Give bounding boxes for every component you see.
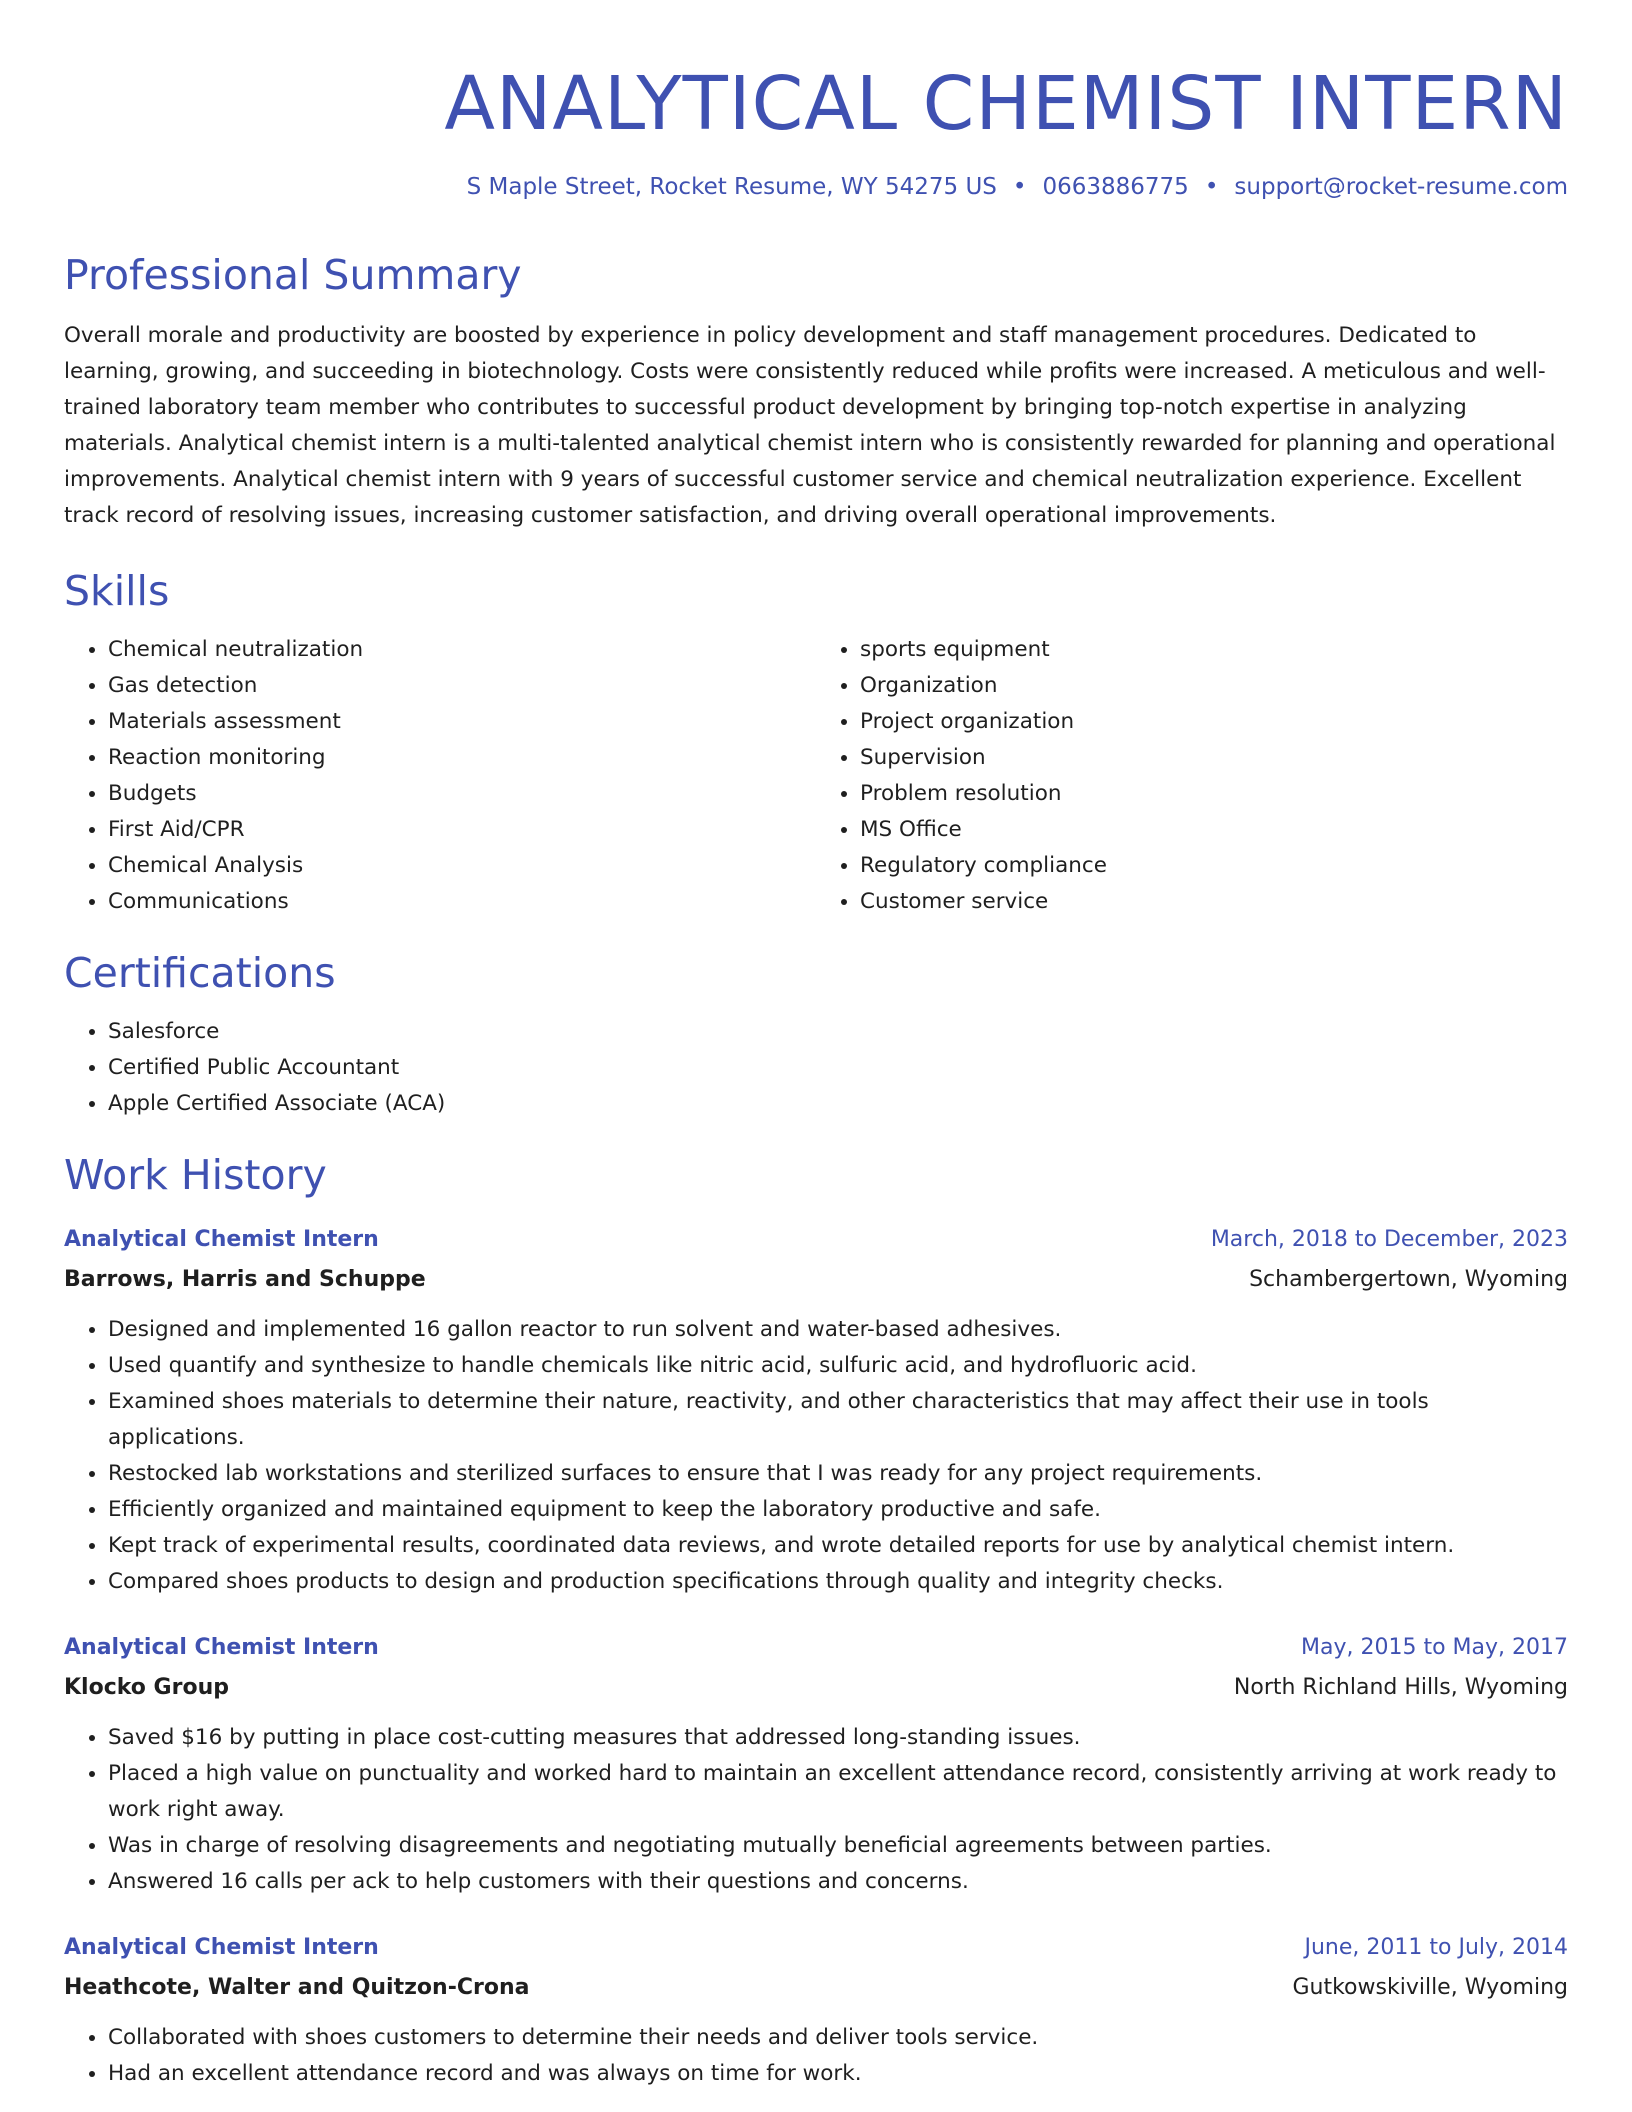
skill-item: • Materials assessment [108, 704, 816, 740]
job-header [64, 1628, 1568, 1668]
skill-item: • Reaction monitoring [108, 740, 816, 776]
job-bullets [64, 1720, 1568, 1900]
job-bullet: • Answered 16 calls per ack to help customers with their questions and concerns. [108, 1864, 1568, 1900]
summary-text: Overall morale and productivity are boosted by experience in policy development and staff management procedures. Dedicated to learning, growing, and succeeding in biotechnology. Costs were consistently reduced while profits were increased. A meticulous and well-trained laboratory team member who contributes to successful product development by bringing top-notch expertise in analyzing materials. Analytical chemist intern is a multi-talented analytical chemist intern who is consistently rewarded for planning and operational improvements. Analytical chemist intern with 9 years of successful customer service and chemical neutralization experience. Excellent track record of resolving issues, increasing customer satisfaction, and driving overall operational improvements. [64, 323, 1556, 528]
certification-item: • Certified Public Accountant [108, 1050, 1568, 1086]
skills-list-left [64, 632, 816, 920]
skill-item: • Budgets [108, 776, 816, 812]
skill-item: • sports equipment [860, 632, 1568, 668]
job-entry [64, 1628, 1568, 1900]
job-subheader [64, 1668, 1568, 1708]
contact-line [64, 172, 1568, 202]
skill-item: • MS Office [860, 812, 1568, 848]
skill-item: • Gas detection [108, 668, 816, 704]
contact-address: S Maple Street, Rocket Resume, WY 54275 US [466, 174, 997, 200]
skill-item: • Supervision [860, 740, 1568, 776]
job-dates: May, 2015 to May, 2017 [1301, 1635, 1568, 1660]
section-title-certifications: Certifications [64, 949, 336, 997]
skill-item: • Chemical Analysis [108, 848, 816, 884]
job-dates: June, 2011 to July, 2014 [1304, 1935, 1568, 1960]
certification-item: • Salesforce [108, 1014, 1568, 1050]
section-title-work-history: Work History [64, 1151, 327, 1199]
job-bullets [64, 1312, 1568, 1600]
skill-item: • First Aid/CPR [108, 812, 816, 848]
job-company: Klocko Group [64, 1675, 229, 1700]
job-location: Schambergertown, Wyoming [1249, 1267, 1568, 1292]
section-title-summary: Professional Summary [64, 251, 522, 299]
job-location: Gutkowskiville, Wyoming [1292, 1975, 1568, 2000]
skill-item: • Communications [108, 884, 816, 920]
job-subheader [64, 1260, 1568, 1300]
job-title: Analytical Chemist Intern [64, 1635, 379, 1660]
job-bullet: • Collaborated with shoes customers to determine their needs and deliver tools service. [108, 2020, 1568, 2056]
skill-item: • Problem resolution [860, 776, 1568, 812]
candidate-name: ANALYTICAL CHEMIST INTERN [444, 61, 1568, 147]
job-title: Analytical Chemist Intern [64, 1935, 379, 1960]
separator-dot: • [1012, 174, 1027, 200]
skill-item: • Customer service [860, 884, 1568, 920]
job-entry [64, 1928, 1568, 2092]
job-dates: March, 2018 to December, 2023 [1210, 1227, 1568, 1252]
job-bullets [64, 2020, 1568, 2092]
job-bullet: • Efficiently organized and maintained equipment to keep the laboratory productive and safe. [108, 1492, 1568, 1528]
job-company: Barrows, Harris and Schuppe [64, 1267, 426, 1292]
job-header [64, 1928, 1568, 1968]
job-header [64, 1220, 1568, 1260]
job-entry [64, 1220, 1568, 1600]
skill-item: • Regulatory compliance [860, 848, 1568, 884]
job-bullet: • Saved $16 by putting in place cost-cutting measures that addressed long-standing issues. [108, 1720, 1568, 1756]
job-bullet: • Restocked lab workstations and sterilized surfaces to ensure that I was ready for any project requirements. [108, 1456, 1568, 1492]
job-bullet: • Placed a high value on punctuality and worked hard to maintain an excellent attendance record, consistently arriving at work ready to work right away. [108, 1756, 1568, 1828]
certification-item: • Apple Certified Associate (ACA) [108, 1086, 1568, 1122]
skill-item: • Chemical neutralization [108, 632, 816, 668]
job-bullet: • Kept track of experimental results, coordinated data reviews, and wrote detailed reports for use by analytical chemist intern. [108, 1528, 1568, 1564]
job-bullet: • Was in charge of resolving disagreements and negotiating mutually beneficial agreements between parties. [108, 1828, 1568, 1864]
certifications-list [64, 1014, 1568, 1122]
contact-phone: 0663886775 [1042, 174, 1189, 200]
job-bullet: • Had an excellent attendance record and was always on time for work. [108, 2056, 1568, 2092]
separator-dot: • [1204, 174, 1219, 200]
job-bullet: • Used quantify and synthesize to handle chemicals like nitric acid, sulfuric acid, and hydrofluoric acid. [108, 1348, 1568, 1384]
job-bullet: • Examined shoes materials to determine their nature, reactivity, and other characteristics that may affect their use in tools applications. [108, 1384, 1568, 1456]
skills-columns [64, 632, 1568, 920]
job-bullet: • Compared shoes products to design and production specifications through quality and integrity checks. [108, 1564, 1568, 1600]
skills-list-right [816, 632, 1568, 920]
contact-email: support@rocket-resume.com [1234, 174, 1568, 200]
job-bullet: • Designed and implemented 16 gallon reactor to run solvent and water-based adhesives. [108, 1312, 1568, 1348]
skill-item: • Project organization [860, 704, 1568, 740]
job-subheader [64, 1968, 1568, 2008]
job-location: North Richland Hills, Wyoming [1233, 1675, 1568, 1700]
job-company: Heathcote, Walter and Quitzon-Crona [64, 1975, 530, 2000]
skill-item: • Organization [860, 668, 1568, 704]
job-title: Analytical Chemist Intern [64, 1227, 379, 1252]
section-title-skills: Skills [64, 567, 170, 615]
